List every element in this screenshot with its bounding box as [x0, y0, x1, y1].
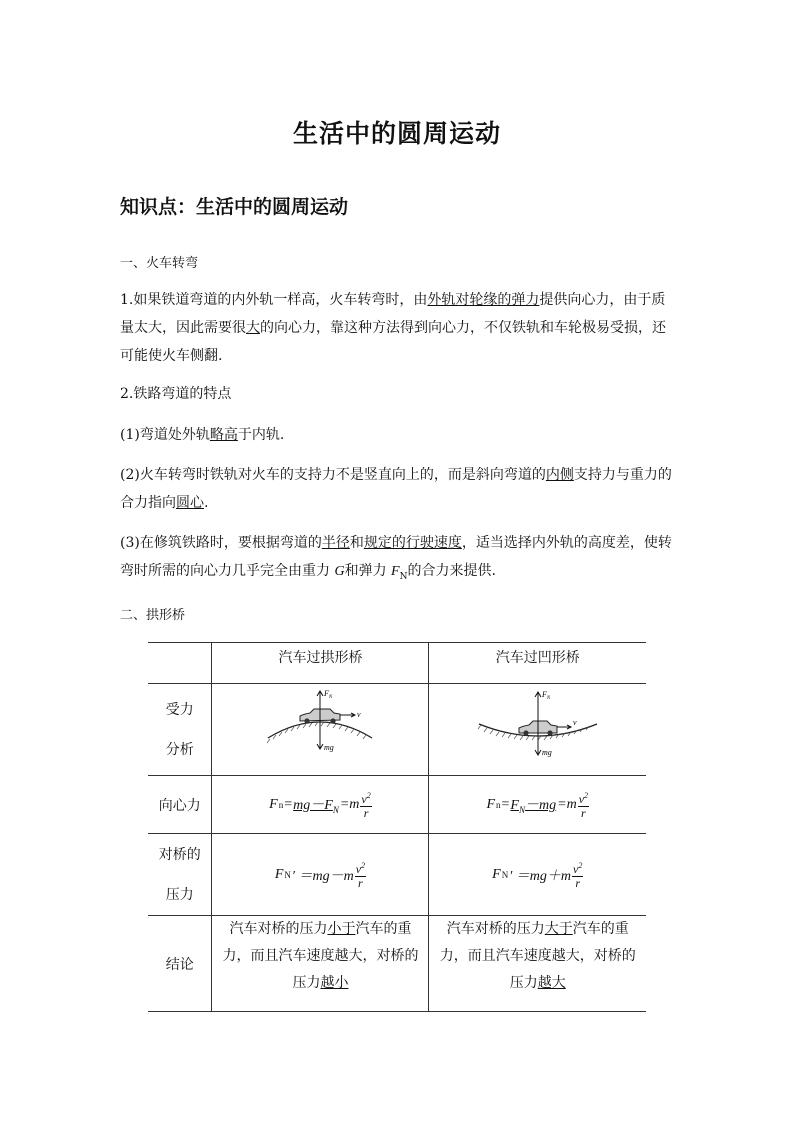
paragraph-2: 2.铁路弯道的特点 — [120, 386, 232, 402]
concave-conclusion: 汽车对桥的压力大于汽车的重力，而且汽车速度越大，对桥的压力越大 — [429, 916, 646, 1012]
fig1-fn-label: $F_N$ — [324, 688, 333, 700]
table-corner-cell — [148, 643, 212, 684]
concave-bridge-figure — [473, 688, 603, 768]
arch-centripetal-formula: F n = $mg-F_N$ =m $\frac{v^2}{r}$ — [212, 776, 429, 834]
fig1-mg-label: mg — [324, 742, 335, 752]
fig2-mg-label: mg — [541, 747, 552, 757]
table-row-force-analysis — [148, 684, 646, 776]
table-row-conclusion — [148, 916, 646, 1012]
row-label-force-analysis: 受力 分析 — [148, 684, 212, 776]
section-arch-bridge: 二、拱形桥 — [120, 608, 186, 623]
paragraph-3: (1)弯道处外轨略高于内轨. — [120, 427, 285, 443]
table-row-centripetal-force — [148, 776, 646, 834]
fig1-v-label: v — [357, 709, 362, 719]
header-arch-bridge: 汽车过拱形桥 — [212, 643, 429, 684]
concave-centripetal-formula: F n = $F_N-mg$ =m $\frac{v^2}{r}$ — [429, 776, 646, 834]
paragraph-4: (2)火车转弯时铁轨对火车的支持力不是竖直向上的，而是斜向弯道的内侧支持力与重力的合力指向圆心. — [120, 467, 672, 511]
section-train-turning: 一、火车转弯 — [120, 256, 199, 271]
arch-bridge-force-diagram — [212, 684, 429, 776]
arch-bridge-figure — [260, 688, 380, 768]
fig2-v-label: v — [572, 717, 577, 727]
page-title: 生活中的圆周运动 — [292, 119, 501, 148]
concave-bridge-force-diagram — [429, 684, 646, 776]
header-concave-bridge: 汽车过凹形桥 — [429, 643, 646, 684]
row-label-conclusion: 结论 — [148, 916, 212, 1012]
bridge-table — [148, 642, 646, 1012]
row-label-pressure: 对桥的 压力 — [148, 834, 212, 916]
arch-pressure-formula: F N ′ ＝mg－m $\frac{v^2}{r}$ — [212, 834, 429, 916]
paragraph-5: (3)在修筑铁路时，要根据弯道的半径和规定的行驶速度，适当选择内外轨的高度差，使转弯时所需的向心力几乎完全由重力 G和弹力 $F_N$的合力来提供. — [120, 535, 672, 582]
knowledge-heading: 知识点：生活中的圆周运动 — [120, 196, 349, 218]
concave-pressure-formula: F N ′ ＝mg＋m $\frac{v^2}{r}$ — [429, 834, 646, 916]
arch-conclusion: 汽车对桥的压力小于汽车的重力，而且汽车速度越大，对桥的压力越小 — [212, 916, 429, 1012]
paragraph-1: 1.如果铁道弯道的内外轨一样高，火车转弯时，由外轨对轮缘的弹力提供向心力，由于质量太大，因此需要很大的向心力，靠这种方法得到向心力，不仅铁轨和车轮极易受损，还可能使火车侧翻. — [120, 292, 666, 364]
row-label-centripetal-force: 向心力 — [148, 776, 212, 834]
table-header-row — [148, 643, 646, 684]
fig2-fn-label: $F_N$ — [541, 689, 550, 701]
table-row-pressure — [148, 834, 646, 916]
